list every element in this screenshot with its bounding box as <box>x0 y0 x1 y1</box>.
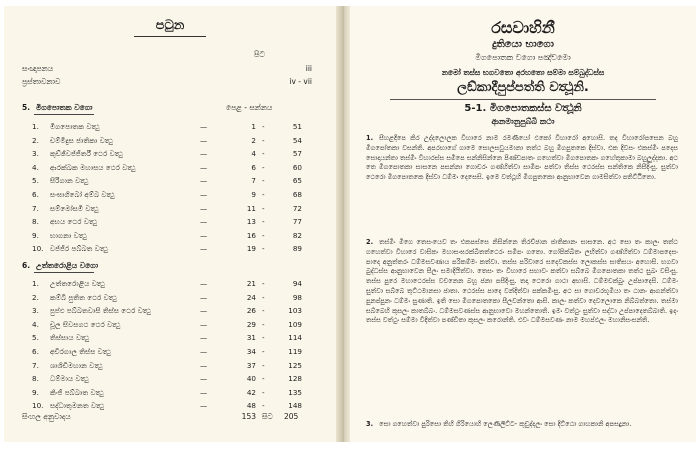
entry-dash: — <box>200 135 208 145</box>
entry-title: චූල සිවසගථ ථෙර වත්‍ථු <box>50 319 121 329</box>
entry-commentary-page: 68 <box>292 190 302 199</box>
entry-number: 10. <box>32 244 44 254</box>
section-number: 5. <box>22 103 31 112</box>
entry-text-page: 1 <box>251 122 256 131</box>
toc-entry <box>22 176 322 188</box>
entry-title: චම්මිදුස ජාතිකා වත්‍ථු <box>50 135 113 145</box>
entry-text-page: 34 <box>246 347 256 356</box>
entry-text-page: 16 <box>246 230 256 240</box>
entry-text-page: 29 <box>246 319 256 329</box>
entry-text-page: 19 <box>246 244 256 254</box>
chapter-title: මිගපොතක වගො පඤ්චමො <box>475 53 571 62</box>
entry-separator: - <box>262 401 265 411</box>
entry-title: සම්මෝසමි වත්‍ථු <box>50 203 99 213</box>
toc-entry <box>22 361 322 373</box>
toc-entry <box>22 333 322 345</box>
entry-text-page: 24 <box>246 292 256 302</box>
volume-subtitle: දුතියො භාගො <box>492 39 554 50</box>
toc-entry <box>22 388 322 400</box>
entry-title: පුප්ඵ පබ්බතවාසි තිස්ස ථෙර වත්‍ථු <box>50 306 151 316</box>
entry-separator: - <box>262 306 265 316</box>
entry-separator: - <box>262 347 265 356</box>
entry-separator: - <box>262 333 265 343</box>
entry-separator: - <box>262 135 265 145</box>
entry-separator: - <box>262 387 265 397</box>
section-underline <box>34 272 94 273</box>
entry-separator: - <box>262 203 265 213</box>
paragraph-number: 1. <box>366 134 374 142</box>
entry-text-page: 7 <box>251 176 256 186</box>
entry-number: 7. <box>32 203 39 213</box>
book-title: රසවාහිනී <box>491 18 555 37</box>
entry-number: 1. <box>32 122 39 131</box>
front-matter-page: iii <box>305 64 312 73</box>
entry-number: 6. <box>32 190 39 199</box>
entry-dash: — <box>200 122 208 131</box>
entry-separator: - <box>262 319 265 329</box>
section-name: මිගපොතක වගො <box>36 103 93 112</box>
entry-separator: - <box>262 122 265 131</box>
paragraph-1 <box>366 134 678 234</box>
entry-title: ආරක්ඛක මහාසය ථෙර වත්‍ථු <box>50 162 136 172</box>
section-number: 6. <box>22 261 31 270</box>
entry-dash: — <box>200 401 208 411</box>
heading-underline <box>390 99 656 100</box>
entry-commentary-page: 65 <box>292 176 302 186</box>
entry-dash: — <box>200 387 208 397</box>
entry-title: කුච්ඡිවජ්ජිතරී ථෙර වත්‍ථු <box>50 149 123 159</box>
book-gutter <box>336 6 350 442</box>
toc-entry <box>22 136 322 148</box>
entry-number: 6. <box>32 347 39 356</box>
main-heading: ලඞ්කාදීපුප්පත්ති වත්‍ථූනි. <box>457 80 589 95</box>
front-matter-label: ප්‍රස්තාවනාව <box>22 77 61 86</box>
entry-separator: - <box>262 149 265 159</box>
entry-number: 8. <box>32 217 39 227</box>
entry-separator: - <box>262 374 265 384</box>
entry-dash: — <box>200 203 208 213</box>
entry-commentary-page: 98 <box>292 292 302 302</box>
entry-dash: — <box>200 149 208 159</box>
right-page-text <box>350 6 696 442</box>
entry-title: කිංජි පබ්බාත වත්‍ථු <box>50 387 104 397</box>
entry-title: අචිරගාල තිස්ස වත්‍ථු <box>50 347 111 356</box>
toc-entry <box>22 279 322 291</box>
entry-commentary-page: 82 <box>292 230 302 240</box>
section-columns: පෙළ - සන්නය <box>226 103 273 112</box>
entry-number: 4. <box>32 319 39 329</box>
entry-text-page: 2 <box>251 135 256 145</box>
entry-dash: — <box>200 333 208 343</box>
paragraph-number: 3. <box>366 420 374 428</box>
entry-commentary-page: 89 <box>292 244 302 254</box>
entry-separator: - <box>262 244 265 254</box>
entry-commentary-page: 77 <box>292 217 302 227</box>
entry-commentary-page: 72 <box>292 203 302 213</box>
entry-dash: — <box>200 374 208 384</box>
entry-title: මිගපොතක වත්‍ථු <box>50 122 100 131</box>
entry-number: 10. <box>32 401 44 411</box>
entry-commentary-page: 57 <box>292 149 302 159</box>
total-end: 205 <box>284 412 299 421</box>
entry-separator: - <box>262 230 265 240</box>
namo-line: නමෝ තස්ස භගවතො අරහතො සම්මා සම්බුද්ධස්ස <box>441 68 605 77</box>
entry-dash: — <box>200 176 208 186</box>
entry-commentary-page: 94 <box>292 279 302 288</box>
paragraph-number: 2. <box>366 238 374 246</box>
paragraph-text: සො ගහෙත්වා පුරිසො තිහි ගිරියොහි ලෙණිලිට්ට- කුඩුද්දලං සො දිට්ඨො ගාහකානි අපසදුනා. <box>379 420 632 428</box>
entry-separator: - <box>262 190 265 199</box>
entry-commentary-page: 125 <box>288 360 302 370</box>
entry-dash: — <box>200 244 208 254</box>
entry-number: 5. <box>32 333 39 343</box>
entry-separator: - <box>262 292 265 302</box>
entry-commentary-page: 60 <box>292 162 302 172</box>
story-heading: 5-1. මිගපොතකස්ස වත්‍ථූනි <box>464 103 582 114</box>
entry-dash: — <box>200 360 208 370</box>
entry-dash: — <box>200 306 208 316</box>
entry-text-page: 40 <box>246 374 256 384</box>
entry-separator: - <box>262 360 265 370</box>
entry-text-page: 37 <box>246 360 256 370</box>
entry-title: ශාශිඩිමහාන වත්‍ථු <box>50 360 103 370</box>
entry-commentary-page: 148 <box>288 401 302 411</box>
toc-entry <box>22 293 322 305</box>
entry-commentary-page: 51 <box>292 122 302 131</box>
paragraph-text: තස්මිං මිගෙ තෙසංයෙව තං එකපස්සෙ නිසින්නෙ තිරච්ඡාන ජාතිකානං සාසනෙ. අථ සො තං කාලං තත්ථ ගහෙත්වා විහාරෙ වාසිකං මහාසංඝරක්ඛිතත්ථෙරං සමීපං ගතො. ගෝපික්ඛිතං ලභිත්වා ගණ්හිත්වා ධම්මාපදෙසං පාදෙ අනුත්තරං ධම්මසවණාය පරිකම්මං කත්වා. තස්ස පරිවාරෙ සදෙවකස්ස ලොකස්ස සාතිසයං අහොසි. භගවා බුද්ධස්ස ආනුභාවෙන සීලං සමාදියිත්වා. තෙසං තං විහාරෙ සභාවං කත්වා සබ්බෙ මිගපොතකා තත්ථ සුඛං වසිංසු. තස්ස පුරෙ මහාථෙරස්ස වචනෙන බහූ ජනා පසීදිංසු. තදා ථෙරො ගාථා අභාසි. ධම්මචක්ඛුං උප්පාදෙසි. ධම්මං සුත්වා සබ්බෙ තුට්ඨමානසා ජාතා. ථෙරස්ස පාදෙ වන්දිත්වා පක්කමිංසු. අථ සා ගොචරභූමියා තං ඨානං ආගන්ත්වා පුනප්පුනං ධම්මං සුණාති. ඉති සො මිගපොතකො සීලවන්තො ආසි. කාලං කත්වා දෙවලොකෙ නිබ්බත්තො. තස්මා සබ්බෙහි කුසලං කාතබ්බං. ධම්මසවණස්ස ආනුභාවො මහන්තොති. ඉමං වත්ථුං සුත්වා සද්ධා උප්පාදෙතබ්බාති. ඉදං තස්ස වත්ථුං සම්මා විදිත්වා පණ්ඩිතා කුසලං කරොන්ති. එවං ධම්මසවණං නාම මහප්ඵලං මහානිසංසන්ති. <box>366 238 678 325</box>
toc-entry <box>22 374 322 386</box>
paragraph-3 <box>366 420 678 442</box>
entry-commentary-page: 119 <box>288 347 302 356</box>
entry-text-page: 6 <box>251 162 256 172</box>
entry-commentary-page: 109 <box>288 319 302 329</box>
total-mid: සිට <box>262 412 273 421</box>
page-column-heading: පිට <box>254 50 266 59</box>
toc-entry <box>22 163 322 175</box>
entry-number: 5. <box>32 176 39 186</box>
entry-dash: — <box>200 190 208 199</box>
toc-entry <box>22 231 322 243</box>
entry-dash: — <box>200 347 208 356</box>
entry-separator: - <box>262 176 265 186</box>
toc-entry <box>22 320 322 332</box>
entry-number: 2. <box>32 135 39 145</box>
entry-number: 3. <box>32 149 39 159</box>
section-name: උත්තරොළිය වගො <box>36 261 99 270</box>
left-page-toc <box>4 6 336 442</box>
entry-commentary-page: 128 <box>288 374 302 384</box>
entry-number: 9. <box>32 230 39 240</box>
entry-separator: - <box>262 279 265 288</box>
entry-dash: — <box>200 162 208 172</box>
toc-entry <box>22 244 322 256</box>
entry-text-page: 9 <box>251 190 256 199</box>
entry-number: 3. <box>32 306 39 316</box>
entry-text-page: 11 <box>246 203 256 213</box>
paragraph-2 <box>366 238 678 418</box>
paragraph-text: සීහළදීපෙ කිර උද්දලොලක විහාරෙ නාම රමණීයෝ ඵකෝ විහාරෝ අහොසි. තද විහාරෝපසෙන බහු මිගපෝතකා වසන්ති. අපරභාගේ ගාමෙ සොලසවුයමානා තත්ථ බහු මිගපුතකෙ දිස්වා. එක දිවසං එකස්මිං පදෙස සොදායන්තා තස්මිං විහාරස්ස සමීපෙ සන්නිසින්නෙ පිණ්ඩපාතං ගහෙත්වා මිගපොතකං ගහේතුකාමා බහුලුද්දකා. අථ තෙ මිගපොතකා සාසනෙ පසන්නා ගොචරං ගණ්හිත්වා සාමීපං පත්වා තිස්ස ථෙරස්ස සන්තිකෙ නිසීදිංසු. සුත්වා ථෙරො මිගපොතකෙ දිස්වා ධම්මං දෙසෙසි. ඉමෙ වත්ථූහි මිගපුතකො ආනුභාවෙන ගාමසිත්වා පතිට්ඨිතො. <box>366 134 678 182</box>
entry-title: තිස්සාය වත්‍ථු <box>50 333 90 343</box>
entry-dash: — <box>200 279 208 288</box>
entry-commentary-page: 54 <box>292 135 302 145</box>
entry-title: සිරිගාන වත්‍ථු <box>50 176 89 186</box>
entry-text-page: 4 <box>251 149 256 159</box>
entry-commentary-page: 103 <box>288 306 302 316</box>
entry-title: වජ්ජිර පබ්බත වත්‍ථු <box>50 244 109 254</box>
total-start: 153 <box>241 412 256 421</box>
toc-entry <box>22 306 322 318</box>
entry-text-page: 13 <box>246 217 256 227</box>
front-matter-page: iv - vii <box>289 77 312 86</box>
toc-entry <box>22 149 322 161</box>
story-subheading: ආනමානුපුබ්බි කථා <box>491 117 555 126</box>
entry-commentary-page: 114 <box>288 333 302 343</box>
entry-text-page: 31 <box>246 333 256 343</box>
toc-entry <box>22 190 322 202</box>
entry-commentary-page: 135 <box>288 387 302 397</box>
toc-title-underline <box>134 36 206 37</box>
entry-title: අභය ථෙර වත්‍ථු <box>50 217 98 227</box>
entry-number: 2. <box>32 292 39 302</box>
section-underline <box>34 114 94 115</box>
total-label: සිංහල අනුවාදය <box>22 412 71 421</box>
entry-number: 9. <box>32 387 39 397</box>
entry-text-page: 42 <box>246 387 256 397</box>
entry-dash: — <box>200 230 208 240</box>
entry-number: 8. <box>32 374 39 384</box>
entry-title: සංඝාගිබෝ අම්බ වත්‍ථු <box>50 190 115 199</box>
entry-text-page: 21 <box>246 279 256 288</box>
entry-text-page: 48 <box>246 401 256 411</box>
front-matter-label: සංඥාපනය <box>22 64 54 73</box>
toc-title: පටුන <box>155 18 185 33</box>
entry-title: සද්ධාතුමනත වත්‍ථු <box>50 401 105 411</box>
entry-title: භාගනා වත්‍ථු <box>50 230 87 240</box>
entry-text-page: 26 <box>246 306 256 316</box>
entry-dash: — <box>200 319 208 329</box>
entry-title: උත්තරොළිය වත්‍ථු <box>50 279 105 288</box>
toc-entry <box>22 347 322 359</box>
entry-dash: — <box>200 217 208 227</box>
entry-title: ධම්මාය වත්‍ථු <box>50 374 89 384</box>
entry-title: කම්බි පුතිත ථෙර වත්‍ථු <box>50 292 117 302</box>
entry-separator: - <box>262 162 265 172</box>
entry-dash: — <box>200 292 208 302</box>
toc-entry <box>22 204 322 216</box>
entry-number: 1. <box>32 279 39 288</box>
entry-number: 7. <box>32 360 39 370</box>
toc-entry <box>22 122 322 134</box>
entry-number: 4. <box>32 162 39 172</box>
entry-separator: - <box>262 217 265 227</box>
toc-entry <box>22 217 322 229</box>
